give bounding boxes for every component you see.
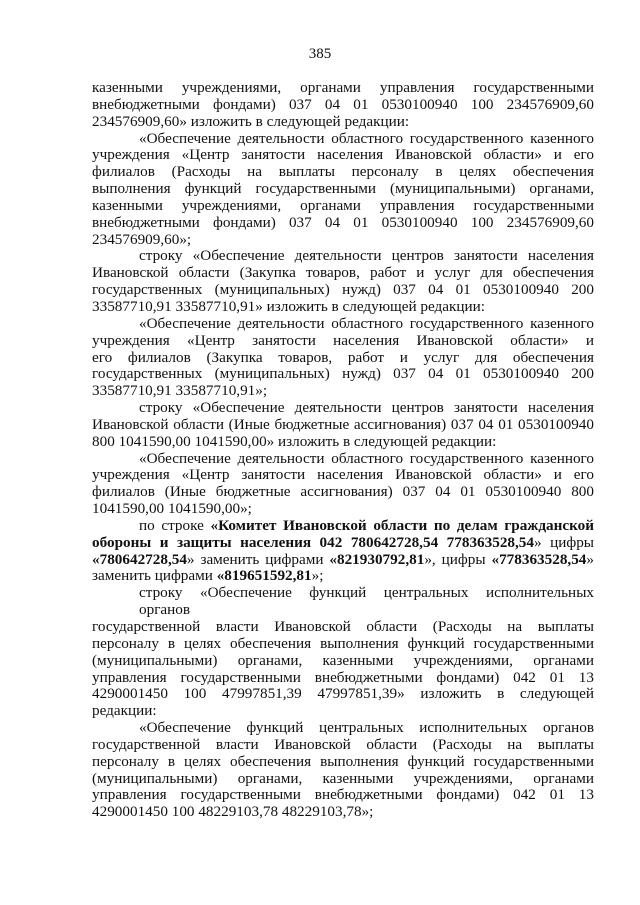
text-line: учреждения «Центр занятости населения Ивановской области» и его xyxy=(92,146,594,164)
text-line xyxy=(92,552,594,569)
text-line: учреждения «Центр занятости населения Ивановской области» и его xyxy=(92,466,594,484)
text-line: государственной власти Ивановской области (Расходы на выплаты xyxy=(92,735,594,753)
bold-text-run: «Комитет Ивановской области по делам гражданской xyxy=(210,516,594,534)
text-line: его филиалов (Закупка товаров, работ и услуг для обеспечения xyxy=(92,348,594,366)
text-line: 33587710,91 33587710,91» изложить в следующей редакции: xyxy=(92,297,485,315)
committee-paragraph xyxy=(92,518,594,585)
text-line: персоналу в целях обеспечения выполнения функций государственными xyxy=(92,634,594,652)
text-run: заменить цифрами xyxy=(92,567,217,585)
text-line: 1041590,00 1041590,00»; xyxy=(92,500,252,518)
text-line: «Обеспечение деятельности областного государственного казенного xyxy=(139,314,594,332)
text-line: «Обеспечение деятельности областного государственного казенного xyxy=(139,449,594,467)
text-part-1 xyxy=(92,80,594,518)
text-run: », цифры xyxy=(424,550,492,568)
text-line: филиалов (Иные бюджетные ассигнования) 037 04 01 0530100940 800 xyxy=(92,483,594,501)
text-line: строку «Обеспечение функций центральных исполнительных органов xyxy=(139,584,594,619)
page-number: 385 xyxy=(308,46,332,62)
bold-text-run: «821930792,81 xyxy=(329,550,425,568)
text-line: государственной власти Ивановской области (Расходы на выплаты xyxy=(92,618,594,635)
text-line: 4290001450 100 48229103,78 48229103,78»; xyxy=(92,803,374,821)
text-line: государственных (муниципальных) нужд) 037 04 01 0530100940 200 xyxy=(92,365,594,383)
text-line: Ивановской области (Закупка товаров, работ и услуг для обеспечения xyxy=(92,264,594,282)
text-run: » xyxy=(586,550,594,568)
text-line: учреждения «Центр занятости населения Ивановской области» и xyxy=(92,331,594,349)
text-line: управления государственными внебюджетными фондами) 042 01 13 xyxy=(92,786,594,804)
text-line: персоналу в целях обеспечения выполнения функций государственными xyxy=(92,752,594,770)
text-run: »; xyxy=(311,567,324,585)
text-line: казенными учреждениями, органами управления государственными xyxy=(92,79,594,96)
text-line: строку «Обеспечение деятельности центров занятости населения xyxy=(139,247,594,265)
text-line xyxy=(92,535,594,552)
text-line: «Обеспечение функций центральных исполнительных органов xyxy=(139,719,594,737)
text-run: » заменить цифрами xyxy=(186,550,330,568)
text-line: 800 1041590,00 1041590,00» изложить в следующей редакции: xyxy=(92,432,497,450)
bold-text-run: «780642728,54 xyxy=(92,550,187,568)
bold-text-run: «819651592,81 xyxy=(216,567,312,585)
text-line: 234576909,60»; xyxy=(92,230,192,248)
text-line: редакции: xyxy=(92,702,157,720)
text-line xyxy=(92,518,594,535)
text-line: управления государственными внебюджетными фондами) 042 01 13 xyxy=(92,668,594,686)
text-line: (муниципальными) органами, казенными учреждениями, органами xyxy=(92,651,594,669)
text-line: 33587710,91 33587710,91»; xyxy=(92,382,268,400)
text-run: » цифры xyxy=(534,533,594,551)
text-line: внебюджетными фондами) 037 04 01 0530100940 100 234576909,60 xyxy=(92,95,594,113)
text-line: филиалов (Расходы на выплаты персоналу в целях обеспечения xyxy=(92,163,594,181)
text-line: 4290001450 100 47997851,39 47997851,39» изложить в следующей xyxy=(92,685,594,703)
text-line: 234576909,60» изложить в следующей редакции: xyxy=(92,112,410,130)
text-line xyxy=(92,568,594,585)
text-run: по строке xyxy=(139,516,211,534)
text-line: (муниципальными) органами, казенными учреждениями, органами xyxy=(92,769,594,787)
bold-text-run: обороны и защиты населения 042 780642728,54 778363528,54 xyxy=(92,533,534,551)
bold-text-run: «778363528,54 xyxy=(491,550,587,568)
text-line: казенными учреждениями, органами управления государственными xyxy=(92,196,594,214)
text-line: «Обеспечение деятельности областного государственного казенного xyxy=(139,129,594,147)
text-line: государственных (муниципальных) нужд) 037 04 01 0530100940 200 xyxy=(92,281,594,299)
text-line: выполнения функций государственными (муниципальными) органами, xyxy=(92,180,594,198)
document-body xyxy=(92,80,594,821)
text-line: внебюджетными фондами) 037 04 01 0530100940 100 234576909,60 xyxy=(92,213,594,231)
text-line: строку «Обеспечение деятельности центров занятости населения xyxy=(139,399,594,417)
text-part-2 xyxy=(92,585,594,821)
text-line: Ивановской области (Иные бюджетные ассигнования) 037 04 01 0530100940 xyxy=(92,415,594,433)
